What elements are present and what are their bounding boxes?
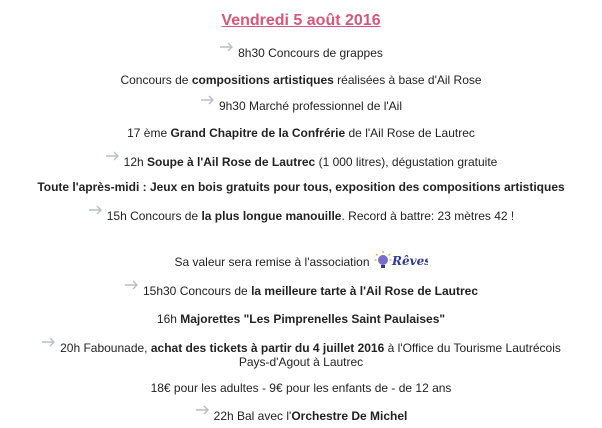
line-text: 18€ pour les adultes - 9€ pour les enfants de - de 12 ans xyxy=(150,381,452,395)
program-line-tarte xyxy=(0,283,602,299)
lightbulb-icon xyxy=(374,250,428,272)
emphasis-text: Majorettes "Les Pimprenelles Saint Paulaises" xyxy=(180,312,446,326)
arrow-icon xyxy=(105,154,121,164)
arrow-icon xyxy=(41,340,57,350)
line-text: Concours de xyxy=(120,73,192,87)
arrow-icon xyxy=(88,208,104,218)
emphasis-text: Toute l'après-midi : Jeux en bois gratuits pour tous, exposition des compositions artistiques xyxy=(37,180,565,194)
program-line-apres-midi xyxy=(0,180,602,195)
emphasis-text: Orchestre De Michel xyxy=(291,409,408,423)
line-text: 17 ème xyxy=(127,126,171,140)
line-text: réalisées à base d'Ail Rose xyxy=(333,73,482,87)
program-line-majorettes xyxy=(0,312,602,327)
page-title: Vendredi 5 août 2016 xyxy=(221,12,381,29)
program-line-compositions xyxy=(0,73,602,88)
line-text: 9h30 Marché professionnel de l'Ail xyxy=(218,99,403,113)
reves-logo xyxy=(374,250,428,276)
program-line-fabounade xyxy=(0,340,602,356)
line-text: 20h Fabounade, xyxy=(60,341,151,355)
emphasis-text: la meilleure tarte à l'Ail Rose de Lautrec xyxy=(251,284,479,298)
line-text: à l'Office du Tourisme Lautrécois xyxy=(384,341,561,355)
arrow-icon xyxy=(200,98,216,108)
program-line-marche xyxy=(0,98,602,114)
line-text: Sa valeur sera remise à l'association xyxy=(174,255,370,269)
program-line-manouille xyxy=(0,208,602,224)
emphasis-text: Grand Chapitre de la Confrérie xyxy=(170,126,346,140)
program-line-soupe xyxy=(0,154,602,170)
line-text: 16h xyxy=(156,312,181,326)
line-text: 22h Bal avec l' xyxy=(213,409,292,423)
program-line-bal xyxy=(0,408,602,424)
program-line-association xyxy=(0,250,602,276)
line-text: (1 000 litres), dégustation gratuite xyxy=(315,155,498,169)
emphasis-text: compositions artistiques xyxy=(191,73,334,87)
program-line-lieu xyxy=(0,355,602,370)
arrow-icon xyxy=(219,45,235,55)
program-line-tarifs xyxy=(0,381,602,396)
emphasis-text: achat des tickets à partir du 4 juillet 2016 xyxy=(150,341,385,355)
emphasis-text: la plus longue manouille xyxy=(201,209,342,223)
line-text: 15h30 Concours de xyxy=(142,284,252,298)
program-line-grappes xyxy=(0,45,602,61)
line-text: Pays-d'Agout à Lautrec xyxy=(238,355,364,369)
line-text: 15h Concours de xyxy=(106,209,202,223)
logo-text: Rêves xyxy=(391,254,428,268)
arrow-icon xyxy=(195,408,211,418)
line-text: 12h xyxy=(123,155,147,169)
line-text: . Record à battre: 23 mètres 42 ! xyxy=(341,209,515,223)
line-text: 8h30 Concours de grappes xyxy=(238,46,383,60)
line-text: de l'Ail Rose de Lautrec xyxy=(345,126,475,140)
emphasis-text: Soupe à l'Ail Rose de Lautrec xyxy=(147,155,316,169)
arrow-icon xyxy=(124,283,140,293)
program-line-chapitre xyxy=(0,126,602,141)
